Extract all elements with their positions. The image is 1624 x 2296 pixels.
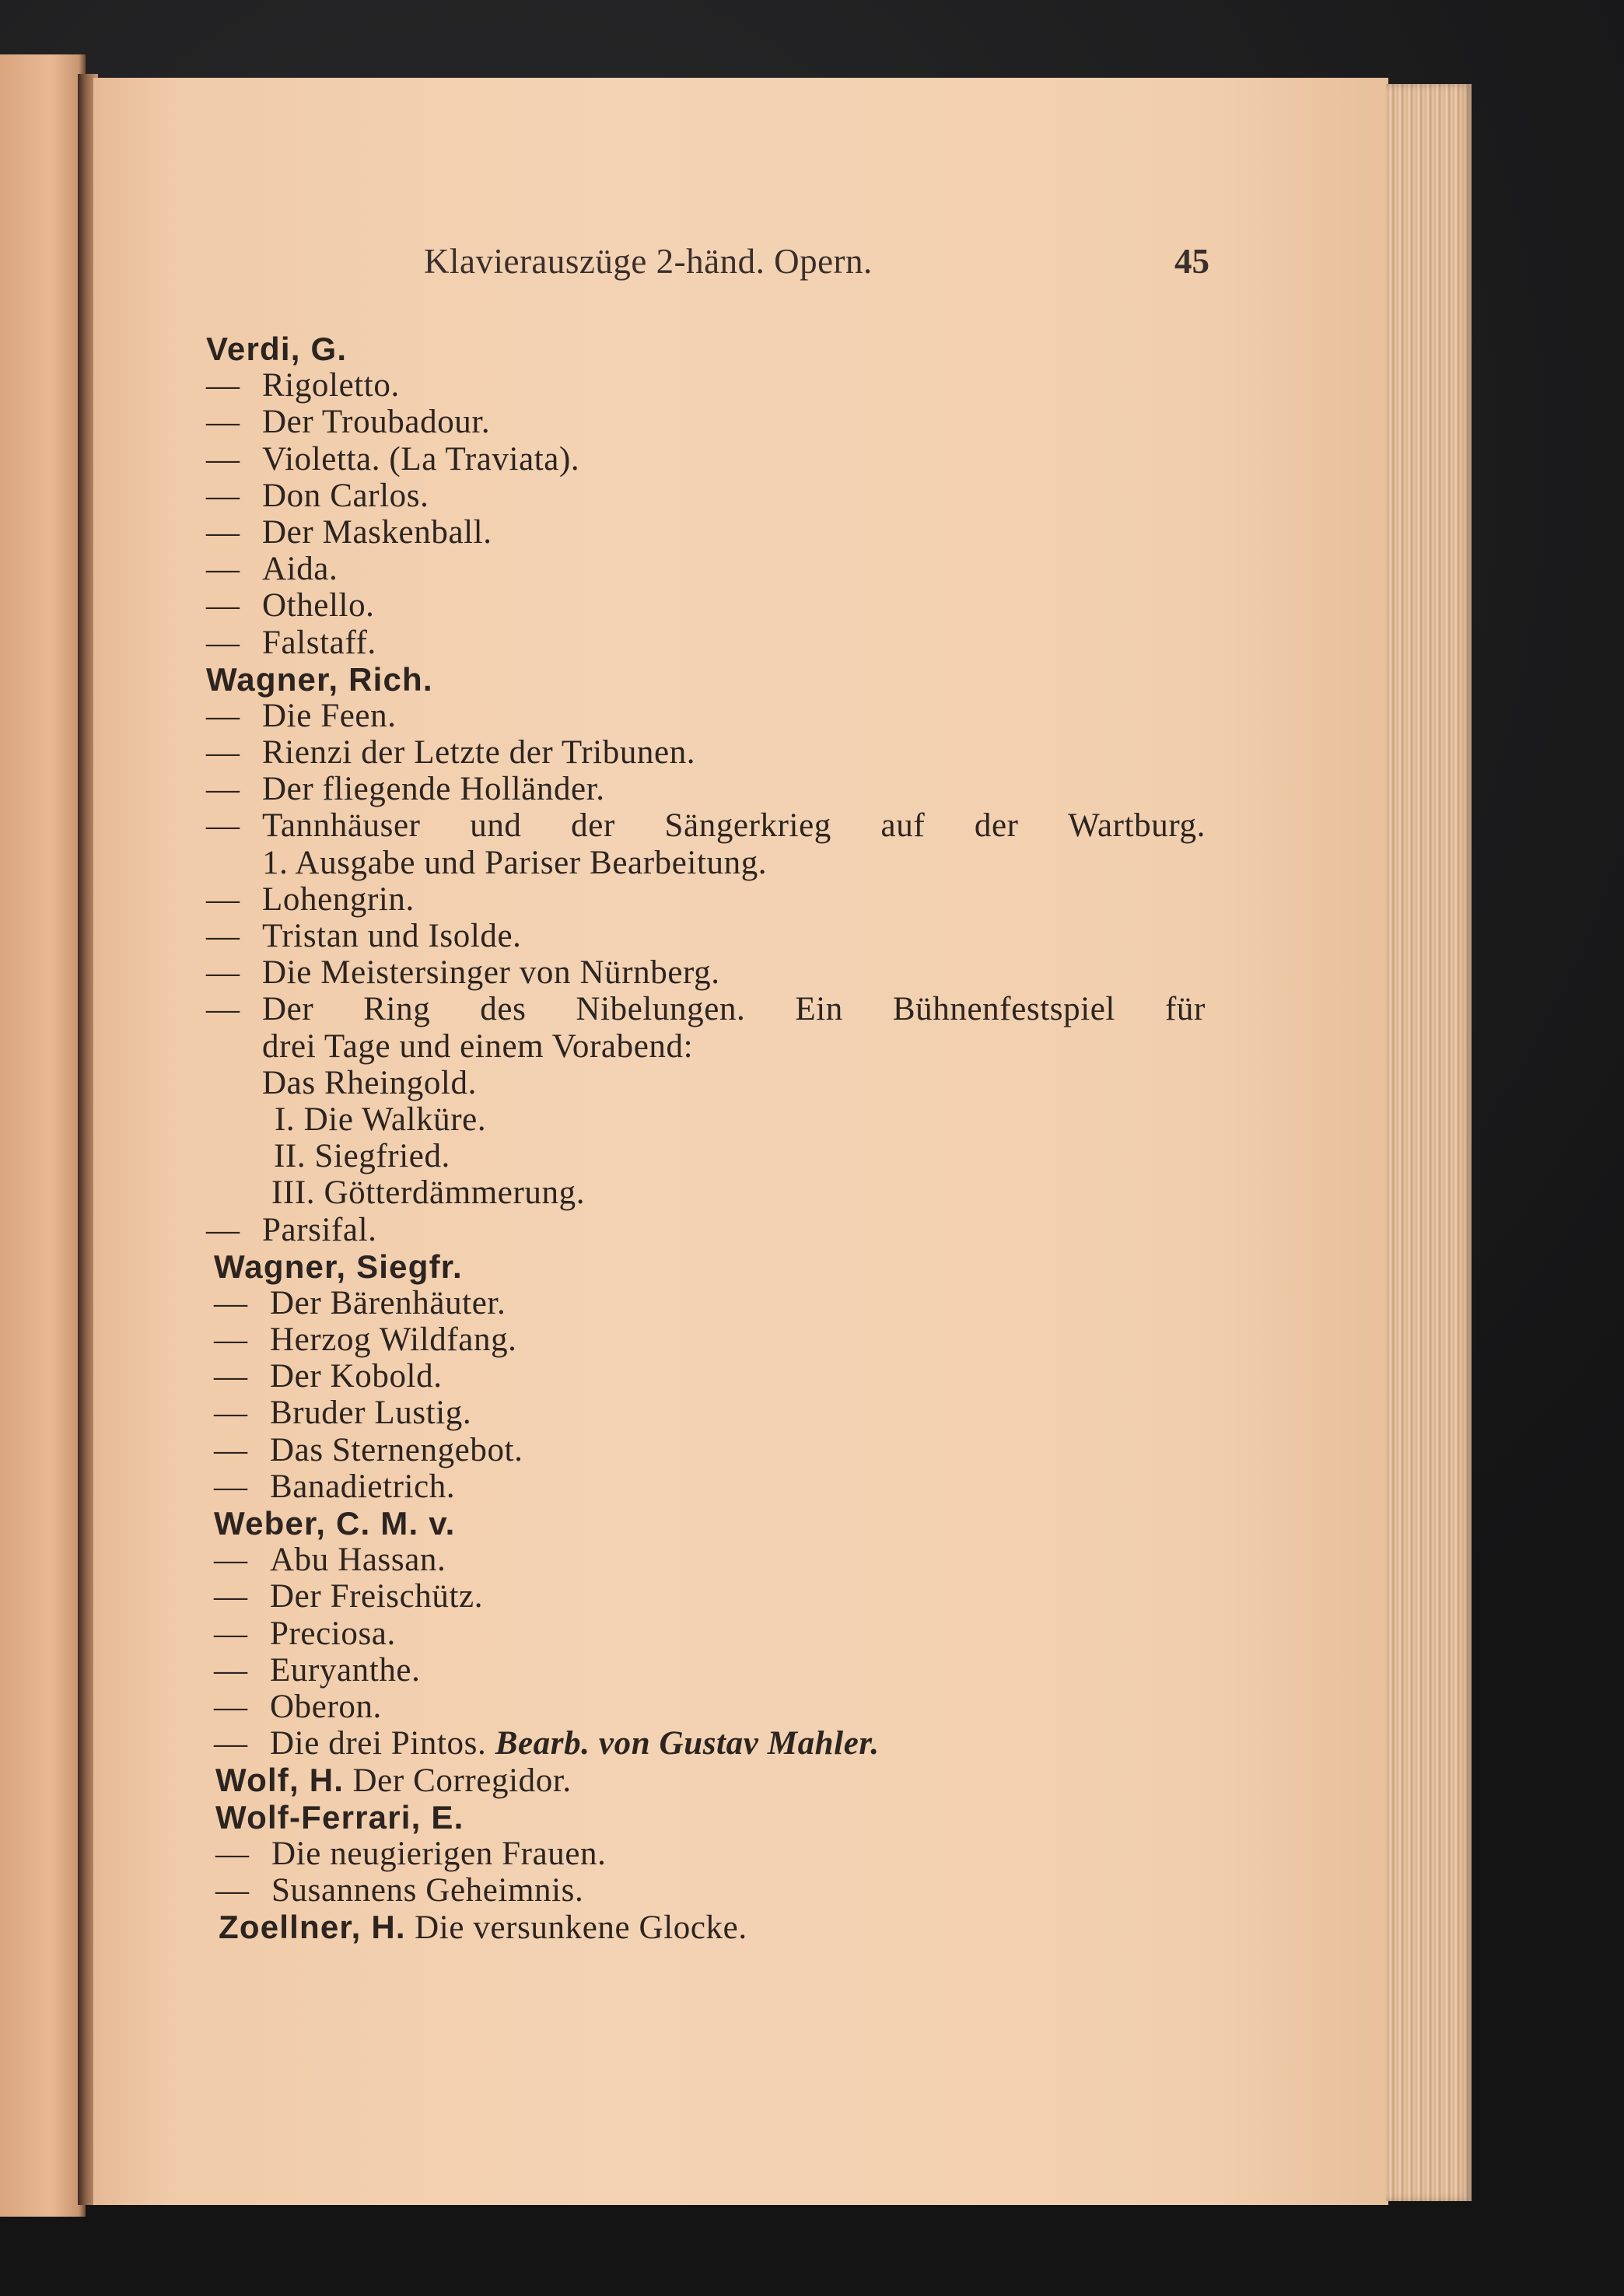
running-title: Klavierauszüge 2-händ. Opern. (424, 242, 873, 281)
list-item: — Die drei Pintos. Bearb. von Gustav Mahler. (214, 1725, 880, 1762)
list-item: — Der Kobold. (214, 1358, 443, 1395)
left-page-edge (0, 54, 86, 2217)
list-item: — Der Bärenhäuter. (214, 1284, 506, 1321)
list-item: — Don Carlos. (206, 477, 429, 514)
list-item: — Euryanthe. (214, 1651, 421, 1689)
ring-prelude: Das Rheingold. (262, 1064, 477, 1101)
page-number: 45 (1174, 242, 1209, 281)
composer-wagner-siegfr: Wagner, Siegfr. (214, 1248, 463, 1285)
list-item: — Preciosa. (214, 1615, 396, 1652)
running-head (424, 241, 1209, 288)
entry-wolf: Wolf, H. Der Corregidor. (215, 1762, 572, 1800)
ring-part-3: III. Götterdämmerung. (271, 1174, 586, 1212)
composer-weber: Weber, C. M. v. (214, 1505, 456, 1542)
list-item: — Rigoletto. (206, 367, 400, 404)
list-item: — Der Freischütz. (214, 1578, 484, 1615)
list-item: — Violetta. (La Traviata). (206, 440, 580, 478)
list-item: — Parsifal. (206, 1211, 377, 1248)
list-item: — Der Ring des Nibelungen. Ein Bühnenfestspiel für (206, 991, 1206, 1028)
list-item-continuation: drei Tage und einem Vorabend: (262, 1027, 694, 1065)
list-item: — Die Meistersinger von Nürnberg. (206, 954, 720, 992)
entry-zoellner: Zoellner, H. Die versunkene Glocke. (219, 1909, 747, 1947)
list-item: — Lohengrin. (206, 880, 415, 918)
page-edges (1386, 84, 1472, 2201)
composer-wolf: Wolf, H. (215, 1762, 345, 1799)
ring-part-2: II. Siegfried. (274, 1138, 450, 1175)
list-item: — Tristan und Isolde. (206, 918, 522, 954)
list-item: — Herzog Wildfang. (214, 1321, 517, 1359)
list-item: — Die neugierigen Frauen. (215, 1835, 607, 1872)
list-item: — Falstaff. (206, 624, 376, 661)
list-item: — Oberon. (214, 1688, 382, 1725)
list-item: — Der Troubadour. (206, 404, 491, 441)
list-item: — Der Maskenball. (206, 513, 492, 551)
list-item: — Othello. (206, 587, 375, 625)
list-item-continuation: 1. Ausgabe und Pariser Bearbeitung. (262, 844, 768, 881)
list-item: — Das Sternengebot. (214, 1431, 523, 1468)
arrangement-note: Bearb. von Gustav Mahler. (495, 1725, 880, 1762)
list-item: — Aida. (206, 551, 338, 588)
composer-wagner-rich: Wagner, Rich. (206, 660, 433, 698)
composer-verdi: Verdi, G. (206, 331, 348, 367)
list-item: — Die Feen. (206, 697, 397, 734)
list-item: — Susannens Geheimnis. (215, 1871, 584, 1909)
list-item: — Abu Hassan. (214, 1542, 446, 1579)
justified-line: Der Ring des Nibelungen. Ein Bühnenfestspiel für (262, 991, 1206, 1028)
list-item: — Rienzi der Letzte der Tribunen. (206, 734, 696, 772)
justified-line: Tannhäuser und der Sängerkrieg auf der Wartburg. (262, 807, 1206, 845)
list-item: — Banadietrich. (214, 1468, 456, 1505)
list-item: — Tannhäuser und der Sängerkrieg auf der Wartburg. (206, 807, 1206, 845)
ring-part-1: I. Die Walküre. (275, 1101, 487, 1138)
list-item: — Der fliegende Holländer. (206, 771, 605, 808)
composer-zoellner: Zoellner, H. (219, 1909, 406, 1946)
opera-list (206, 331, 1233, 1945)
composer-wolf-ferrari: Wolf-Ferrari, E. (215, 1798, 464, 1836)
list-item: — Bruder Lustig. (214, 1395, 472, 1432)
